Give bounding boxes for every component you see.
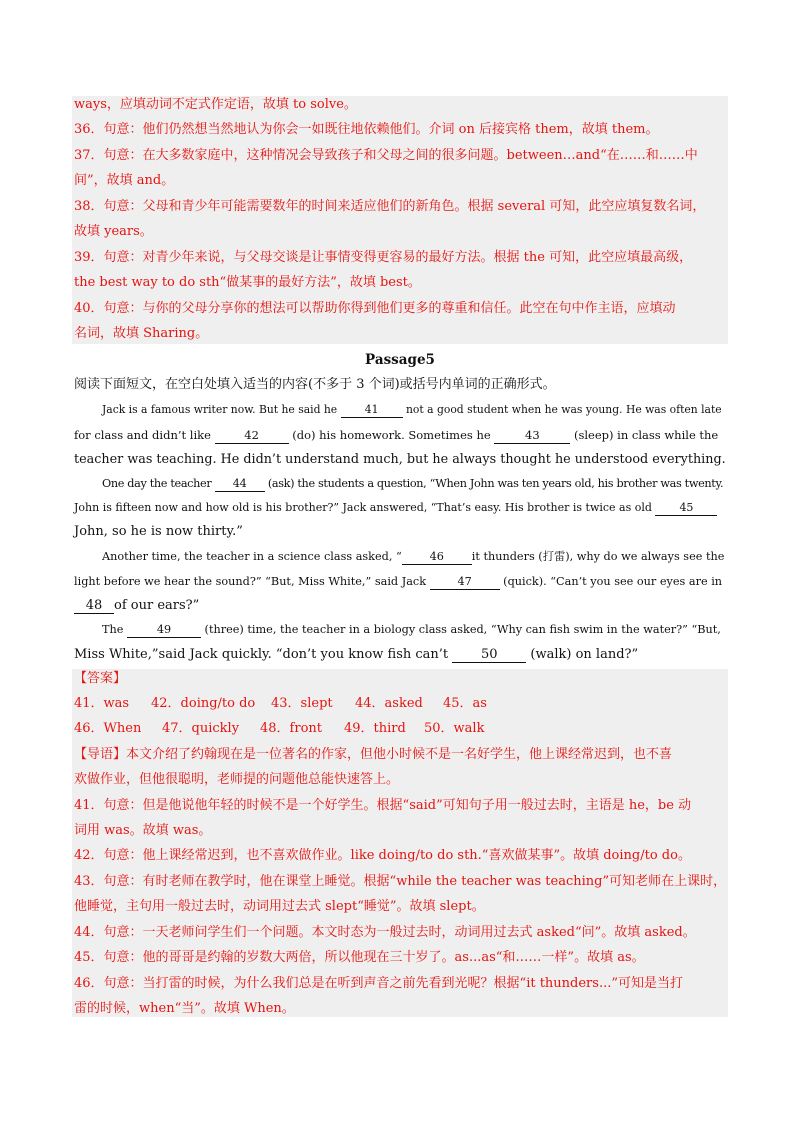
- answer-49: 49．third: [344, 721, 406, 736]
- passage-line: Miss White,”said Jack quickly. “don’t you know fish can’t 50 (walk) on land?”: [74, 647, 639, 662]
- blank-46[interactable]: 46: [402, 549, 472, 565]
- explanation-line: 间”，故填 and。: [74, 173, 175, 188]
- answer-48: 48．front: [260, 721, 322, 736]
- explanation-line: 42．句意：他上课经常迟到，也不喜欢做作业。like doing/to do sth.“喜欢做某事”。故填 doing/to do。: [74, 848, 691, 863]
- blank-48[interactable]: 48: [74, 598, 114, 614]
- explanation-line: the best way to do sth“做某事的最好方法”，故填 best。: [74, 275, 421, 290]
- passage-line: Another time, the teacher in a science class asked, “ 46 it thunders (打雷), why do we always see the: [102, 550, 725, 563]
- passage-line: 48 of our ears?”: [74, 596, 726, 616]
- passage-line: The 49 (three) time, the teacher in a biology class asked, “Why can fish swim in the water?” “But,: [102, 623, 721, 636]
- passage-line: light before we hear the sound?” “But, Miss White,” said Jack 47 (quick). “Can’t you see our eyes are in: [74, 575, 723, 588]
- passage-line: teacher was teaching. He didn’t understand much, but he always thought he understood everything.: [74, 452, 726, 467]
- blank-49[interactable]: 49: [127, 622, 201, 638]
- answer-label: 【答案】: [74, 671, 127, 686]
- blank-45[interactable]: 45: [655, 500, 717, 516]
- answer-50: 50．walk: [424, 721, 485, 736]
- answer-46: 46．When: [74, 721, 142, 736]
- answer-41: 41．was: [74, 696, 130, 711]
- passage-line: One day the teacher 44 (ask) the students a question, “When John was ten years old, his brother was twenty.: [102, 477, 724, 490]
- explanation-line: 46．句意：当打雷的时候，为什么我们总是在听到声音之前先看到光呢？根据“it thunders...”可知是当打: [74, 976, 683, 991]
- passage-title: Passage5: [365, 352, 435, 368]
- explanation-line: 雷的时候，when“当”。故填 When。: [74, 1001, 295, 1016]
- guide-line: 【导语】本文介绍了约翰现在是一位著名的作家，但他小时候不是一名好学生，他上课经常迟到，也不喜: [74, 747, 673, 762]
- explanation-line: 37．句意：在大多数家庭中，这种情况会导致孩子和父母之间的很多问题。between…and“在……和……中: [74, 148, 698, 163]
- explanation-line: 40．句意：与你的父母分享你的想法可以帮助你得到他们更多的尊重和信任。此空在句中作主语，应填动: [74, 301, 676, 316]
- answer-row: [74, 694, 726, 714]
- explanation-line: 故填 years。: [74, 224, 153, 239]
- blank-42[interactable]: 42: [215, 428, 289, 444]
- answer-42: 42．doing/to do: [151, 696, 256, 711]
- answer-45: 45．as: [443, 696, 487, 711]
- explanation-line: 45．句意：他的哥哥是约翰的岁数大两倍，所以他现在三十岁了。as...as“和……一样”。故填 as。: [74, 950, 645, 965]
- blank-41[interactable]: 41: [341, 402, 403, 418]
- blank-43[interactable]: 43: [494, 428, 570, 444]
- explanation-line: 词用 was。故填 was。: [74, 823, 212, 838]
- passage-line: for class and didn’t like 42 (do) his homework. Sometimes he 43 (sleep) in class while the: [74, 428, 719, 442]
- explanation-line: 38．句意：父母和青少年可能需要数年的时间来适应他们的新角色。根据 several 可知，此空应填复数名词，: [74, 199, 706, 214]
- explanation-line: 名词，故填 Sharing。: [74, 326, 209, 341]
- passage-line: John is fifteen now and how old is his brother?” Jack answered, “That’s easy. His brother is twice as old 45: [74, 498, 726, 518]
- explanation-line: 41．句意：但是他说他年轻的时候不是一个好学生。根据“said”可知句子用一般过去时，主语是 he，be 动: [74, 798, 692, 813]
- explanation-line: 43．句意：有时老师在教学时，他在课堂上睡觉。根据“while the teacher was teaching”可知老师在上课时，: [74, 874, 727, 889]
- explanation-line: 36．句意：他们仍然想当然地认为你会一如既往地依赖他们。介词 on 后接宾格 them，故填 them。: [74, 122, 659, 137]
- explanation-line: 44．句意：一天老师问学生们一个问题。本文时态为一般过去时，动词用过去式 asked“问”。故填 asked。: [74, 925, 696, 940]
- explanation-line: 39．句意：对青少年来说，与父母交谈是让事情变得更容易的最好方法。根据 the 可知，此空应填最高级，: [74, 250, 693, 265]
- blank-44[interactable]: 44: [215, 476, 265, 492]
- passage-line: Jack is a famous writer now. But he said he 41 not a good student when he was young. He was often late: [102, 403, 722, 416]
- blank-47[interactable]: 47: [430, 574, 500, 590]
- explanation-line: ways，应填动词不定式作定语，故填 to solve。: [74, 97, 357, 112]
- passage-line: John, so he is now thirty.”: [74, 524, 243, 539]
- answer-row: [74, 719, 726, 739]
- answer-47: 47．quickly: [162, 721, 240, 736]
- answer-44: 44．asked: [355, 696, 423, 711]
- guide-line: 欢做作业，但他很聪明，老师提的问题他总能快速答上。: [74, 772, 400, 787]
- answer-43: 43．slept: [271, 696, 333, 711]
- explanation-line: 他睡觉，主句用一般过去时，动词用过去式 slept“睡觉”。故填 slept。: [74, 899, 485, 914]
- blank-50[interactable]: 50: [452, 647, 526, 663]
- passage-instruction: 阅读下面短文，在空白处填入适当的内容(不多于 3 个词)或括号内单词的正确形式。: [74, 377, 556, 392]
